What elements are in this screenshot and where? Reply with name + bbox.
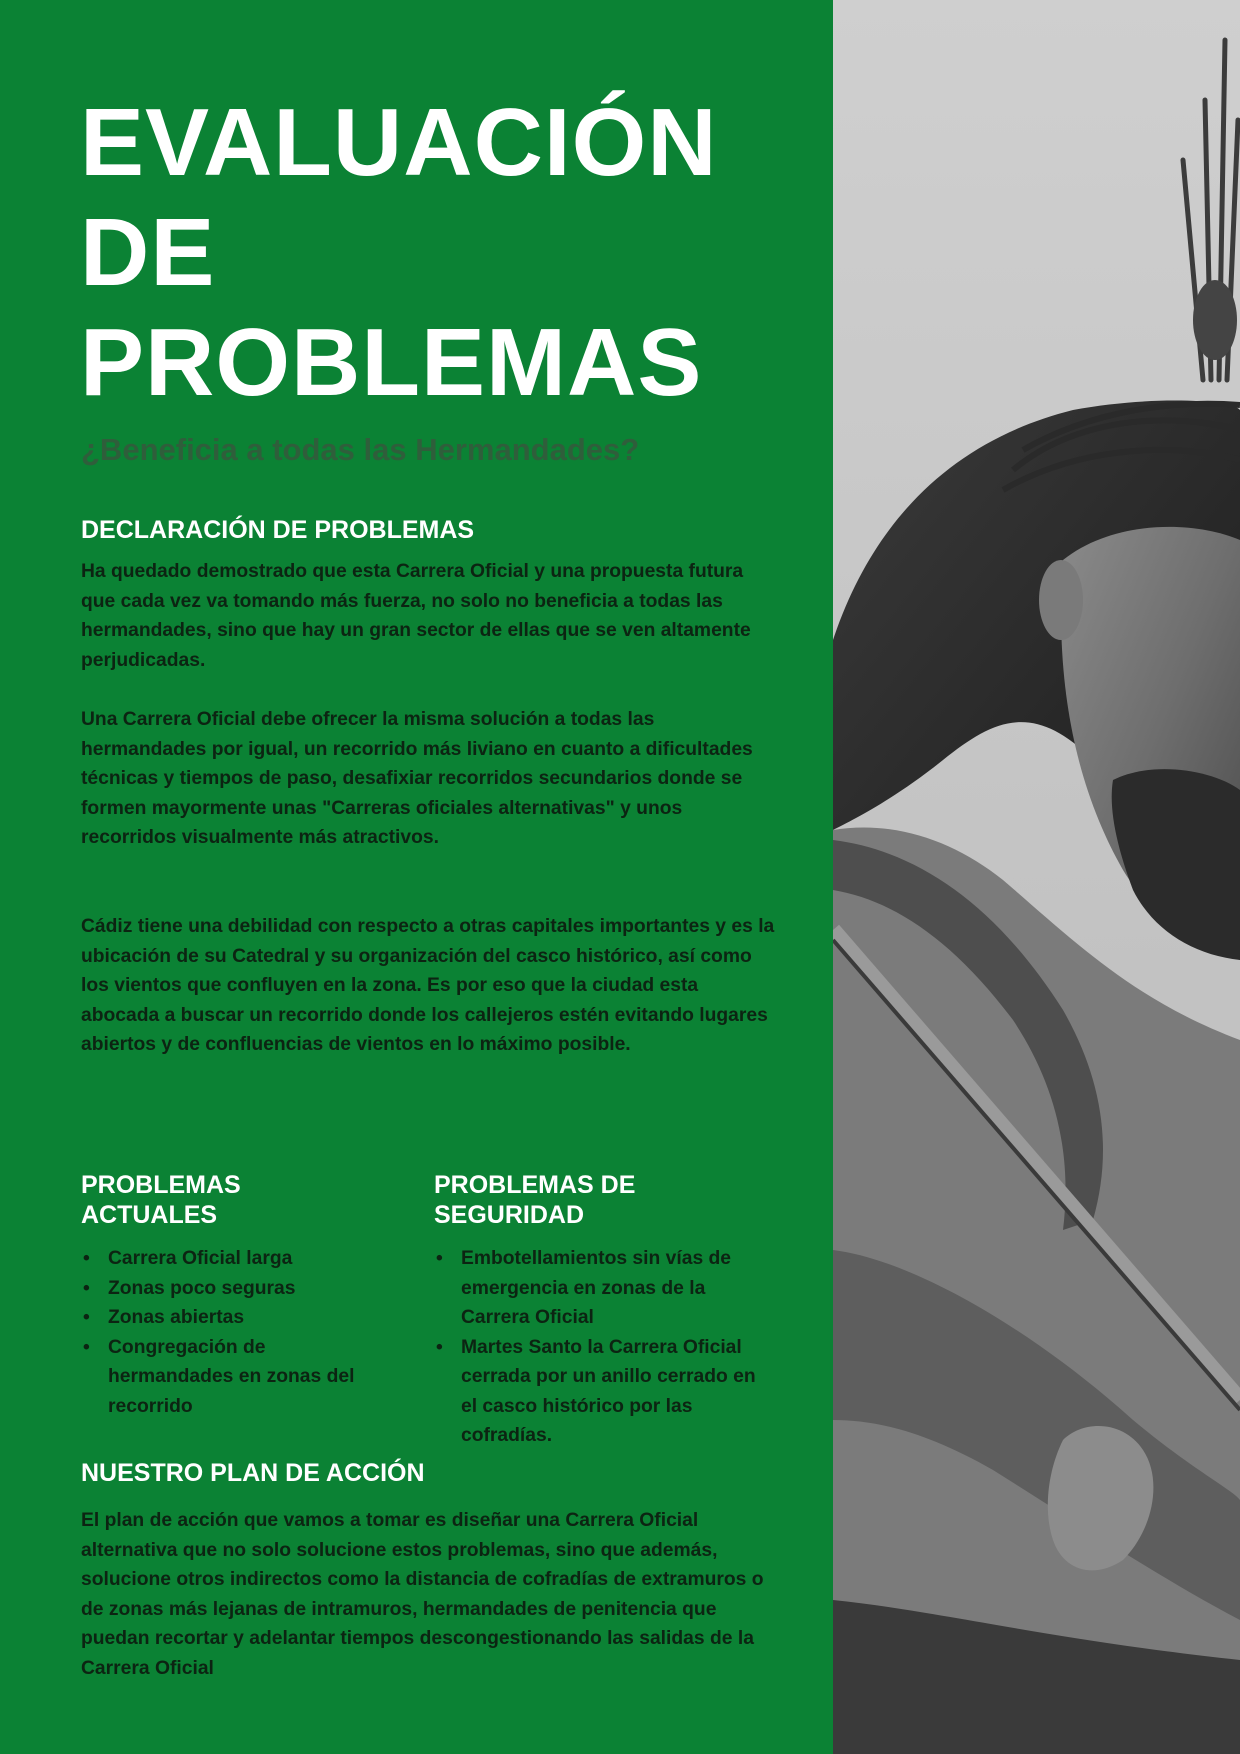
heading-line: PROBLEMAS bbox=[81, 1171, 241, 1199]
statue-illustration bbox=[833, 0, 1240, 1754]
problem-statement-paragraph: Una Carrera Oficial debe ofrecer la misma solución a todas las hermandades por igual, un recorrido más liviano en cuanto a dificultades técnicas y tiempos de paso, desafixiar recorridos secundarios donde se formen mayormente unas "Carreras oficiales alternativas" y unos recorridos visualmente más atractivos. bbox=[81, 709, 753, 848]
page-subtitle: ¿Beneficia a todas las Hermandades? bbox=[81, 432, 640, 467]
list-item: • Embotellamientos sin vías de emergencia en zonas de la Carrera Oficial bbox=[434, 1244, 764, 1333]
problem-statement-paragraph: Cádiz tiene una debilidad con respecto a otras capitales importantes y es la ubicación de su Catedral y su organización del casco histórico, así como los vientos que confluyen en la zona. Es por eso que la ciudad esta abocada a buscar un recorrido donde los callejeros estén evitando lugares abiertos y de confluencias de vientos en lo máximo posible. bbox=[81, 916, 775, 1055]
list-item: • Congregación de hermandades en zonas del recorrido bbox=[81, 1333, 371, 1422]
list-item: • Zonas poco seguras bbox=[81, 1274, 371, 1304]
list-item: • Carrera Oficial larga bbox=[81, 1244, 371, 1274]
list-item: • Zonas abiertas bbox=[81, 1303, 371, 1333]
problem-statement-paragraph: Ha quedado demostrado que esta Carrera Oficial y una propuesta futura que cada vez va tomando más fuerza, no solo no beneficia a todas las hermandades, sino que hay un gran sector de ellas que se ven altamente perjudicadas. bbox=[81, 561, 751, 671]
problem-statement-heading: DECLARACIÓN DE PROBLEMAS bbox=[81, 516, 475, 544]
security-problems-heading bbox=[434, 1170, 764, 1230]
title-line: EVALUACIÓN bbox=[80, 89, 718, 196]
heading-line: ACTUALES bbox=[81, 1201, 218, 1229]
heading-line: PROBLEMAS DE bbox=[434, 1171, 636, 1199]
current-problems-list bbox=[81, 1244, 371, 1421]
action-plan-paragraph: El plan de acción que vamos a tomar es diseñar una Carrera Oficial alternativa que no solo solucione estos problemas, sino que además, solucione otros indirectos como la distancia de cofradías de extramuros o de zonas más lejanas de intramuros, hermandades de penitencia que puedan recortar y adelantar tiempos descongestionando las salidas de la Carrera Oficial bbox=[81, 1510, 764, 1679]
current-problems-heading bbox=[81, 1170, 381, 1230]
title-line: PROBLEMAS bbox=[80, 309, 703, 416]
religious-statue-photo-icon bbox=[833, 0, 1240, 1754]
page-title bbox=[80, 88, 820, 418]
action-plan-heading: NUESTRO PLAN DE ACCIÓN bbox=[81, 1459, 425, 1487]
security-problems-list bbox=[434, 1244, 764, 1451]
title-line: DE bbox=[80, 199, 216, 306]
heading-line: SEGURIDAD bbox=[434, 1201, 585, 1229]
list-item: • Martes Santo la Carrera Oficial cerrada por un anillo cerrado en el casco histórico por las cofradías. bbox=[434, 1333, 764, 1451]
